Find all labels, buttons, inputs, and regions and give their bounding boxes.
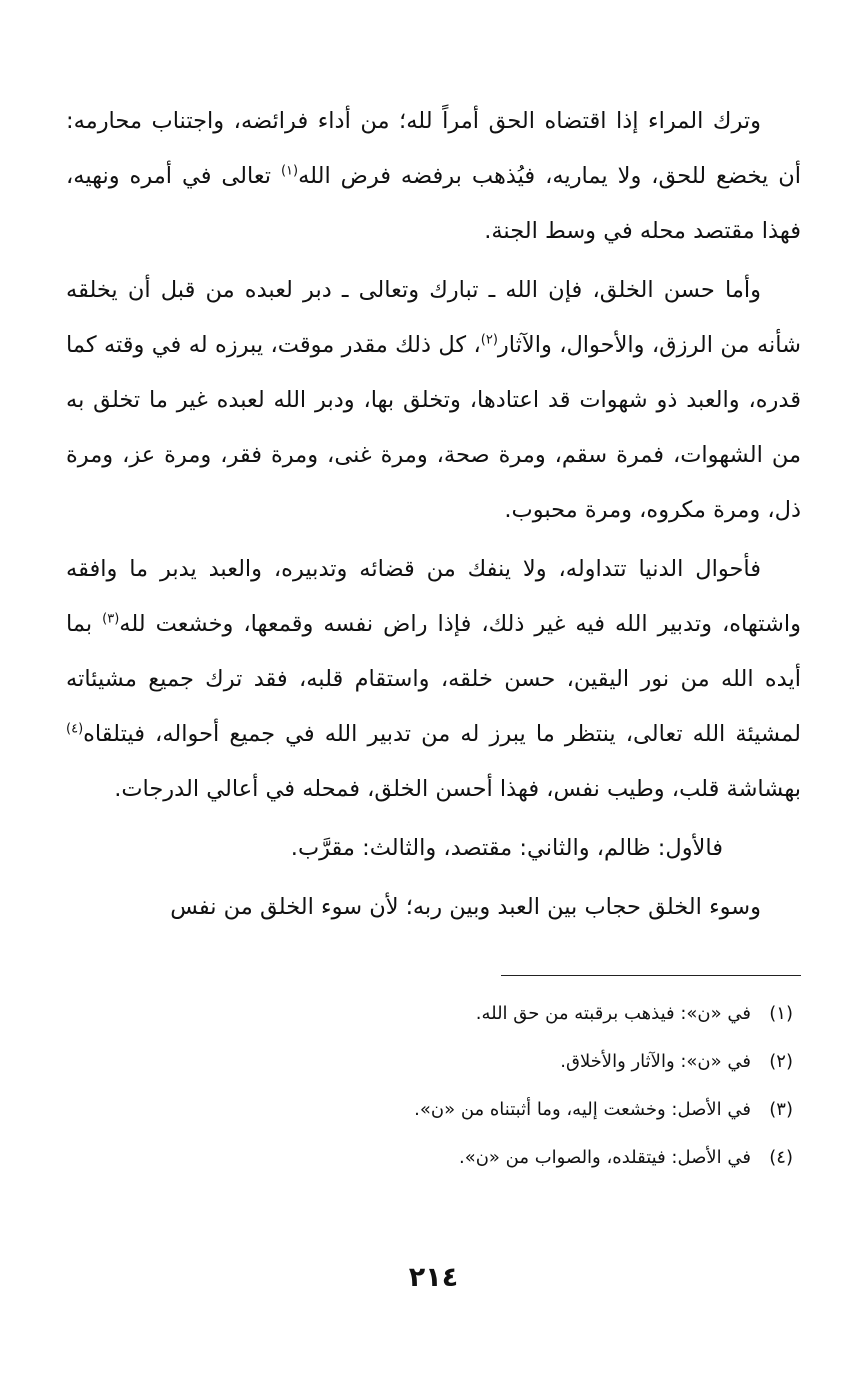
footnote-text: في الأصل: وخشعت إليه، وما أثبتناه من «ن». xyxy=(414,1099,751,1120)
footnotes-list xyxy=(66,990,801,1182)
footnote-ref-3[interactable]: (٣) xyxy=(102,611,120,627)
paragraph-4: فالأول: ظالم، والثاني: مقتصد، والثالث: مقرَّب. xyxy=(290,835,723,861)
footnote-text: في «ن»: فيذهب برقبته من حق الله. xyxy=(475,1003,751,1024)
paragraph-text: فأحوال الدنيا تتداوله، ولا ينفك من قضائه وتدبيره، والعبد يدبر ما وافقه واشتهاه، وتدبير الله فيه غير ذلك، فإذا راض نفسه وقمعها، وخشعت لله xyxy=(66,556,801,637)
footnote-number: (٢) xyxy=(769,1051,793,1072)
footnote-1 xyxy=(66,990,801,1038)
footnote-ref-1[interactable]: (١) xyxy=(280,163,299,179)
footnote-2 xyxy=(66,1038,801,1086)
paragraph-1 xyxy=(66,94,801,259)
paragraph-text: بهشاشة قلب، وطيب نفس، فهذا أحسن الخلق، فمحله في أعالي الدرجات. xyxy=(114,776,801,802)
footnote-number: (٤) xyxy=(769,1147,793,1168)
footnote-number: (١) xyxy=(769,1003,793,1024)
footnote-text: في الأصل: فيتقلده، والصواب من «ن». xyxy=(458,1147,751,1168)
paragraph-text: تعالى في أمره ونهيه، فهذا مقتصد محله في وسط الجنة. xyxy=(66,163,801,244)
page-number: ٢١٤ xyxy=(408,1262,459,1293)
footnote-number: (٣) xyxy=(769,1099,793,1120)
footnote-text: في «ن»: والآثار والأخلاق. xyxy=(560,1051,751,1072)
footnote-ref-4[interactable]: (٤) xyxy=(66,721,84,737)
paragraph-3 xyxy=(66,542,801,817)
main-text xyxy=(66,94,801,935)
footnote-divider xyxy=(501,975,801,976)
paragraph-text: وترك المراء إذا اقتضاه الحق أمراً لله؛ من أداء فرائضه، واجتناب محارمه: أن يخضع للحق، ولا يماريه، فيُذهب برفضه فرض الله xyxy=(66,108,801,189)
footnote-ref-2[interactable]: (٢) xyxy=(480,332,498,348)
paragraph-text: وأما حسن الخلق، فإن الله ـ تبارك وتعالى ـ دبر لعبده من قبل أن يخلقه شأنه من الرزق، والأحوال، والآثار xyxy=(66,277,801,358)
paragraph-2 xyxy=(66,263,801,538)
paragraph-text: ، كل ذلك مقدر موقت، يبرزه له في وقته كما قدره، والعبد ذو شهوات قد اعتادها، وتخلق بها، ودبر الله لعبده غير ما تخلق به من الشهوات، فمرة سقم، ومرة صحة، ومرة غنى، ومرة فقر، ومرة عز، ومرة ذل، ومرة مكروه، ومرة محبوب. xyxy=(66,332,801,523)
paragraph-5: وسوء الخلق حجاب بين العبد وبين ربه؛ لأن سوء الخلق من نفس xyxy=(170,894,761,920)
footnote-4 xyxy=(66,1134,801,1182)
paragraph-text: بما أيده الله من نور اليقين، حسن خلقه، واستقام قلبه، فقد ترك جميع مشيئاته لمشيئة الله تعالى، ينتظر ما يبرز له من تدبير الله في جميع أحواله، فيتلقاه xyxy=(66,611,801,747)
footnote-3 xyxy=(66,1086,801,1134)
